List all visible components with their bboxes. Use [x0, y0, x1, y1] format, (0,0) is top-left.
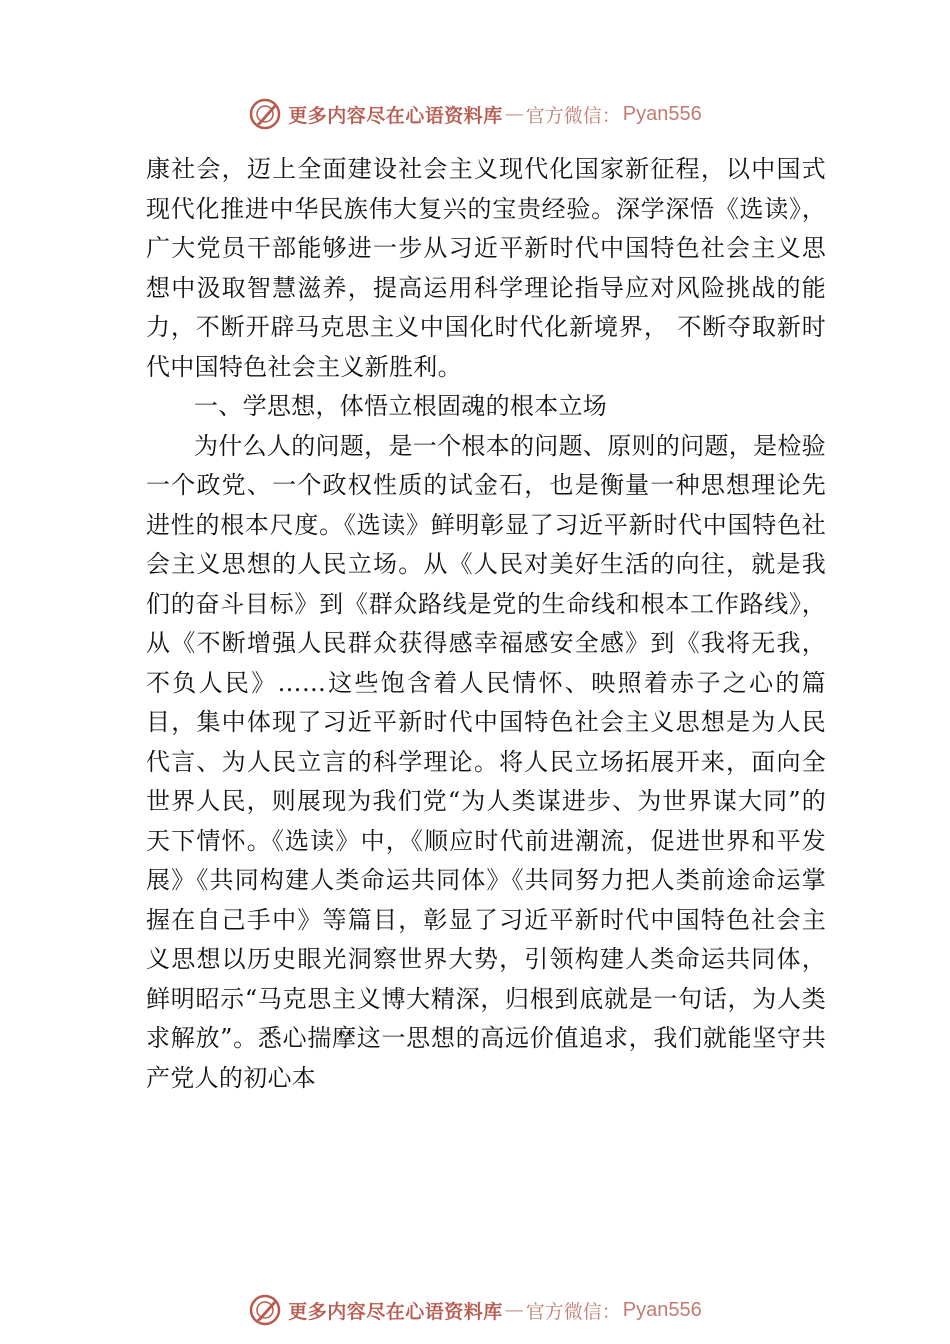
watermark-separator: —: [504, 1299, 524, 1321]
watermark-separator: —: [504, 103, 524, 125]
watermark-banner-top: [0, 94, 950, 134]
watermark-wechat-label: 官方微信：: [525, 1300, 621, 1323]
watermark-wechat-id: Pyan556: [622, 1298, 702, 1321]
pen-circle-logo-icon: [248, 1293, 282, 1327]
pen-circle-logo-icon: [248, 97, 282, 131]
watermark-site-text: 更多内容尽在心语资料库: [288, 104, 503, 127]
watermark-wechat-id: Pyan556: [622, 102, 702, 125]
watermark-wechat-label: 官方微信：: [525, 104, 621, 127]
section-heading: 一、学思想，体悟立根固魂的根本立场: [194, 392, 608, 420]
paragraph-continuation: 康社会，迈上全面建设社会主义现代化国家新征程，以中国式现代化推进中华民族伟大复兴的宝贵经验。深学深悟《选读》，广大党员干部能够进一步从习近平新时代中国特色社会主义思想中汲取智慧滋养，提高运用科学理论指导应对风险挑战的能力，不断开辟马克思主义中国化时代化新境界， 不断夺取新时代中国特色社会主义新胜利。: [146, 155, 826, 381]
paragraph: 为什么人的问题，是一个根本的问题、原则的问题，是检验一个政党、一个政权性质的试金石，也是衡量一种思想理论先进性的根本尺度。《选读》鲜明彰显了习近平新时代中国特色社会主义思想的人民立场。从《人民对美好生活的向往，就是我们的奋斗目标》到《群众路线是党的生命线和根本工作路线》，从《不断增强人民群众获得感幸福感安全感》到《我将无我，不负人民》……这些饱含着人民情怀、映照着赤子之心的篇目，集中体现了习近平新时代中国特色社会主义思想是为人民代言、为人民立言的科学理论。将人民立场拓展开来，面向全世界人民，则展现为我们党“为人类谋进步、为世界谋大同”的天下情怀。《选读》中，《顺应时代前进潮流，促进世界和平发展》《共同构建人类命运共同体》《共同努力把人类前途命运掌握在自己手中》等篇目，彰显了习近平新时代中国特色社会主义思想以历史眼光洞察世界大势，引领构建人类命运共同体，鲜明昭示“马克思主义博大精深，归根到底就是一句话，为人类求解放”。悉心揣摩这一思想的高远价值追求，我们就能坚守共产党人的初心本: [146, 431, 826, 1092]
watermark-banner-bottom: [0, 1290, 950, 1330]
watermark-site-text: 更多内容尽在心语资料库: [288, 1300, 503, 1323]
document-body: [146, 150, 826, 1098]
